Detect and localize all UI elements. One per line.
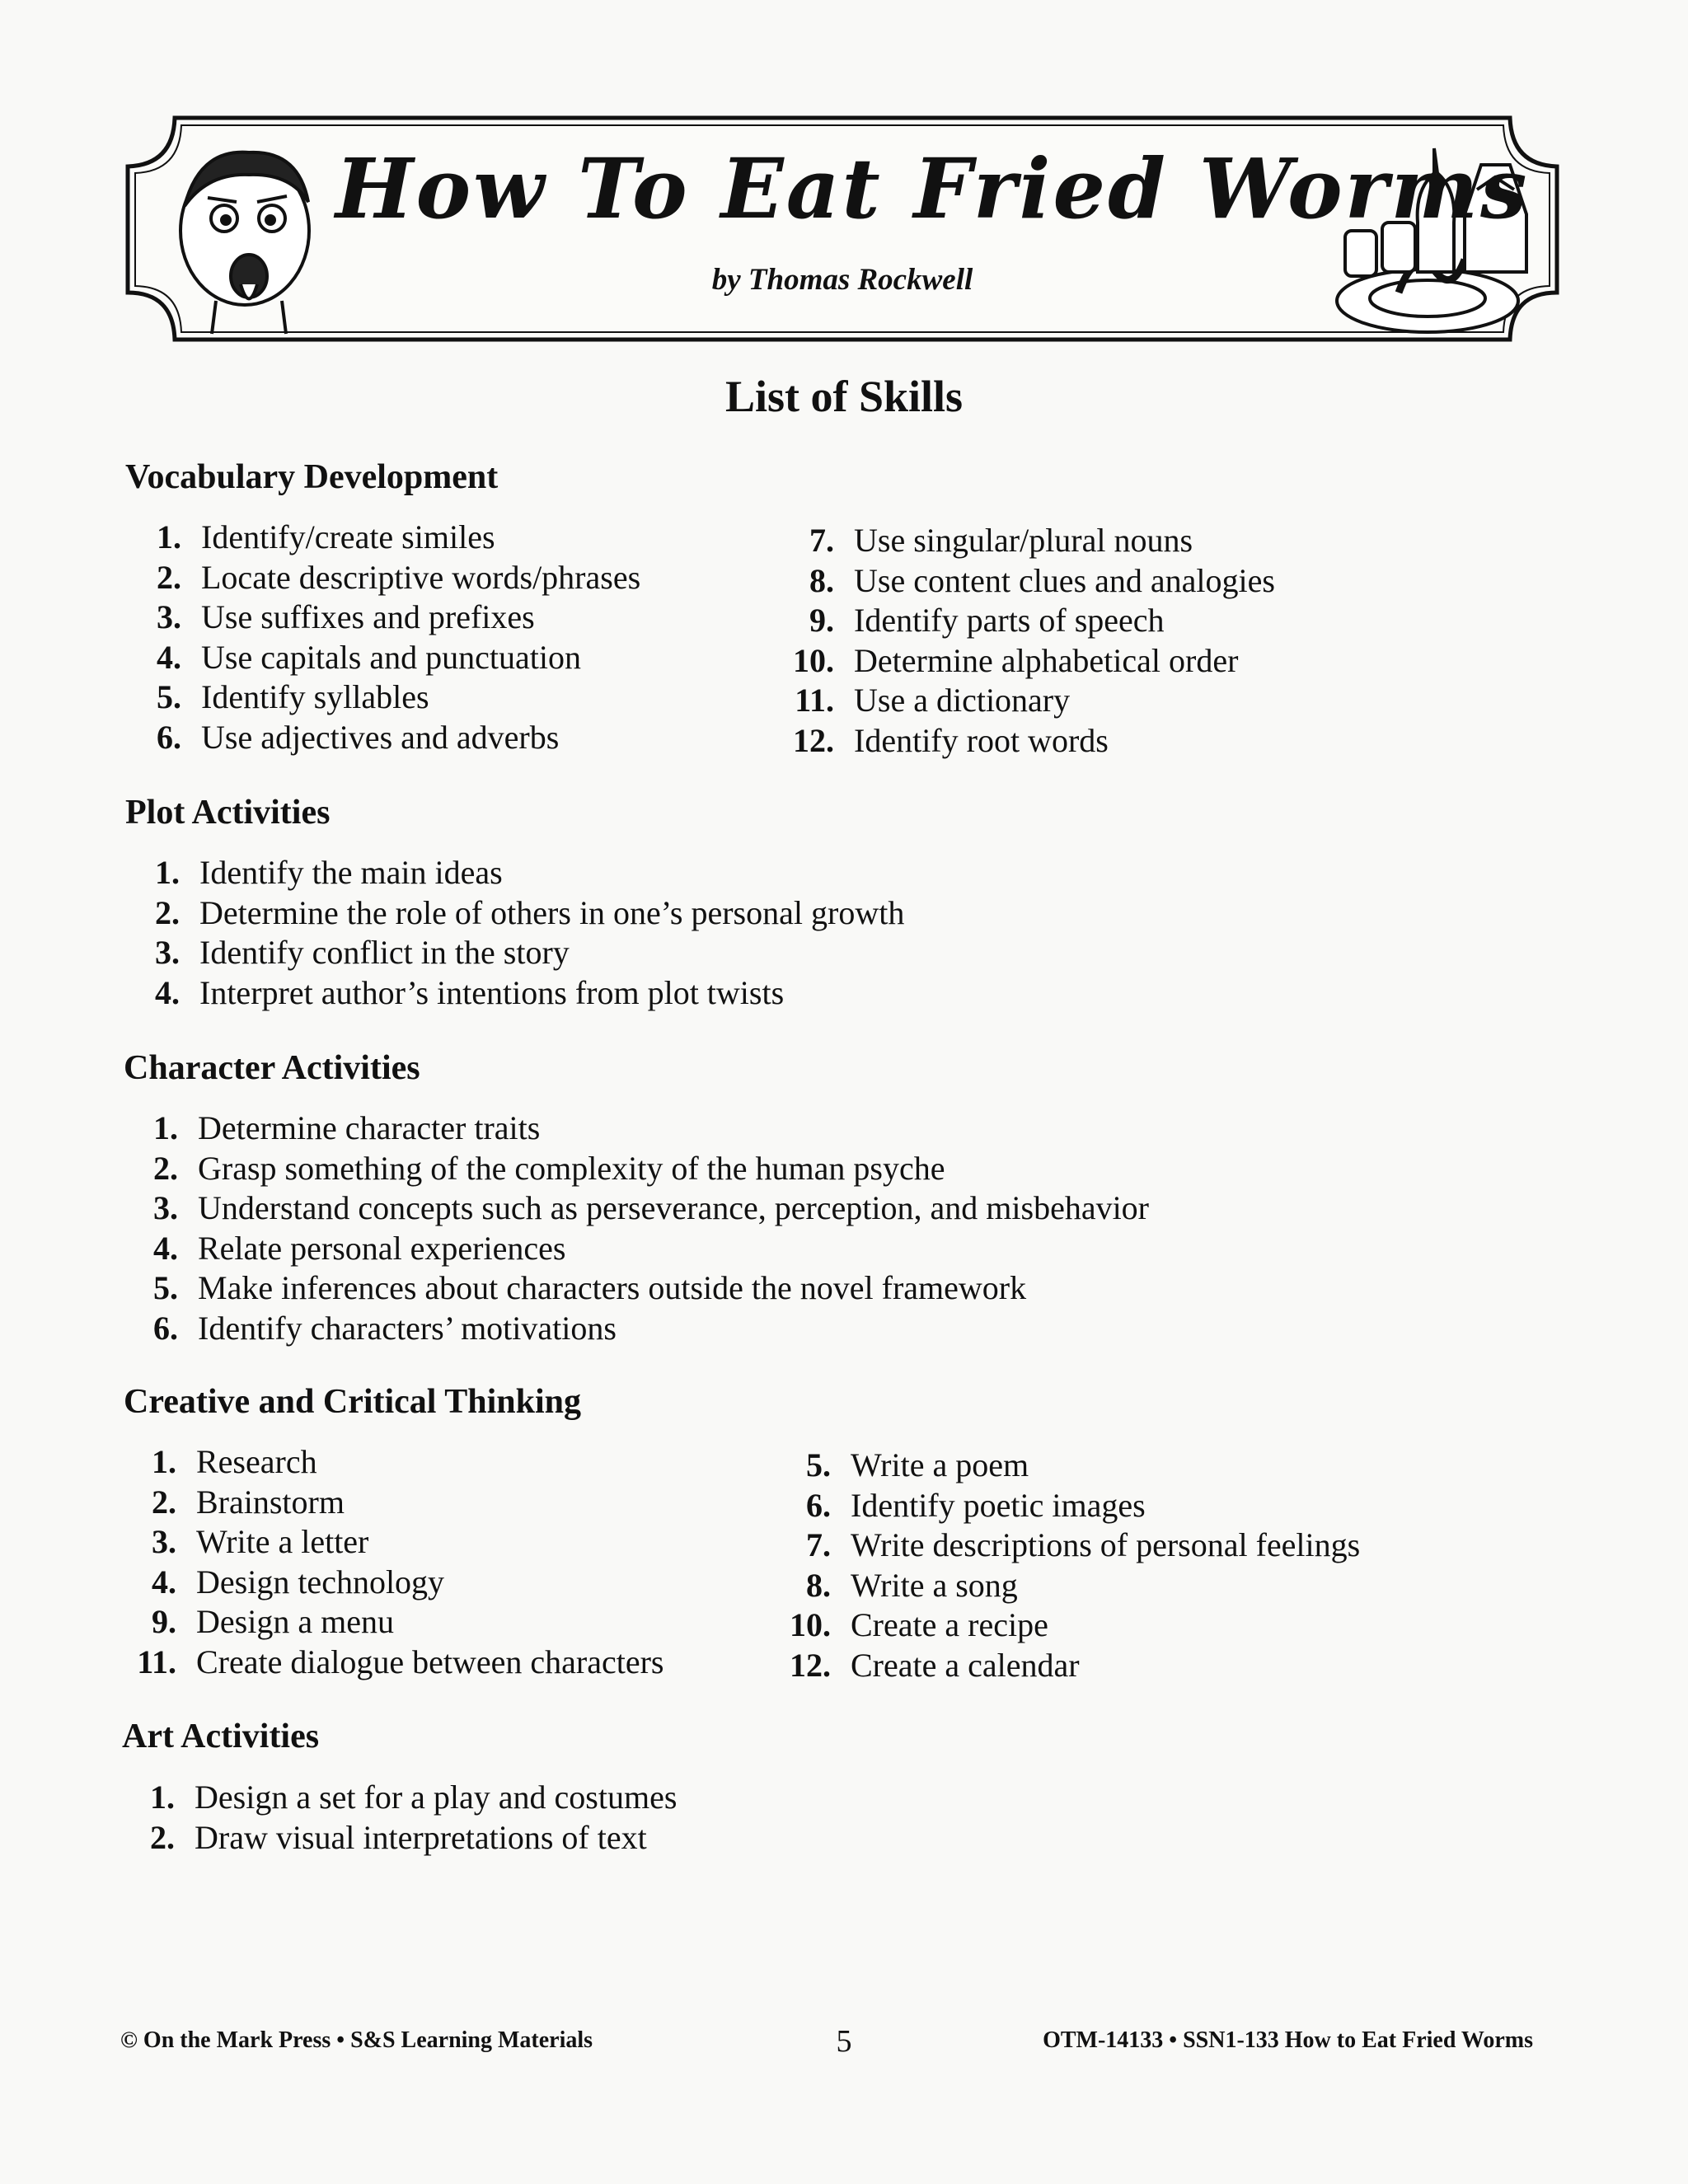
book-title: How To Eat Fried Worms [335,140,1530,237]
item-text: Use capitals and punctuation [201,638,581,676]
item-text: Draw visual interpretations of text [195,1818,647,1856]
footer-copyright: © On the Mark Press • S&S Learning Materials [120,2027,593,2053]
character-list [122,1108,1149,1348]
book-author: by Thomas Rockwell [711,263,973,297]
creative-list-left [120,1442,663,1682]
item-text: Identify poetic images [851,1486,1146,1524]
list-item [125,598,640,638]
item-text: Create a calendar [851,1646,1080,1684]
item-number: 12. [790,1646,831,1684]
item-text: Write descriptions of personal feelings [851,1526,1361,1563]
list-item [120,1442,663,1483]
item-number: 2. [153,1149,178,1187]
item-number: 4. [157,638,181,676]
list-item [120,1522,663,1563]
item-number: 8. [806,1566,831,1604]
list-item [775,1526,1360,1566]
list-item [122,1108,1149,1149]
vocabulary-list-right [778,521,1275,761]
list-item [125,518,640,558]
item-text: Identify the main ideas [199,854,503,891]
item-number: 5. [157,678,181,715]
footer-product-code: OTM-14133 • SSN1-133 How to Eat Fried Worms [1043,2027,1533,2053]
list-item [775,1646,1360,1686]
item-text: Design a set for a play and costumes [195,1779,678,1816]
section-heading-character: Character Activities [124,1049,420,1087]
list-item [778,601,1275,641]
item-text: Identify syllables [201,678,429,715]
item-number: 5. [153,1269,178,1306]
plot-list [124,853,904,1013]
list-item [778,721,1275,762]
item-number: 3. [153,1189,178,1226]
list-item [125,558,640,598]
list-item [775,1566,1360,1606]
list-item [778,521,1275,561]
item-number: 8. [809,561,834,599]
section-heading-creative: Creative and Critical Thinking [124,1383,582,1421]
item-number: 10. [793,641,834,679]
item-text: Understand concepts such as perseverance, perception, and misbehavior [198,1189,1150,1226]
page-number: 5 [836,2024,852,2059]
item-text: Use singular/plural nouns [854,522,1193,559]
item-text: Determine the role of others in one’s personal growth [199,893,905,931]
item-number: 3. [152,1523,176,1560]
item-number: 1. [152,1443,176,1480]
item-text: Write a song [851,1566,1018,1604]
item-text: Identify parts of speech [854,602,1165,639]
list-item [124,973,904,1014]
item-number: 2. [157,558,181,596]
list-item [125,638,640,678]
item-number: 6. [153,1309,178,1347]
list-item [122,1229,1149,1269]
item-text: Determine alphabetical order [854,641,1239,679]
item-text: Locate descriptive words/phrases [201,558,641,596]
item-number: 1. [153,1109,178,1146]
item-number: 11. [795,682,834,719]
vocabulary-list-left [125,518,640,757]
item-number: 2. [150,1818,175,1856]
list-item [122,1149,1149,1189]
item-number: 1. [157,518,181,555]
item-number: 4. [152,1563,176,1601]
item-number: 3. [155,934,180,971]
item-number: 1. [155,854,180,891]
creative-list-right [775,1446,1360,1685]
item-text: Use a dictionary [854,682,1071,719]
item-number: 9. [152,1603,176,1640]
list-item [122,1309,1149,1349]
item-text: Identify conflict in the story [199,934,570,971]
item-number: 7. [806,1526,831,1563]
list-item [778,561,1275,602]
item-text: Identify root words [854,721,1109,759]
item-text: Write a letter [196,1523,369,1560]
item-number: 10. [790,1606,831,1643]
list-item [119,1818,677,1858]
item-number: 4. [153,1229,178,1267]
item-text: Determine character traits [198,1109,541,1146]
item-text: Identify/create similes [201,518,495,555]
list-item [125,677,640,718]
list-item [120,1563,663,1603]
item-number: 2. [152,1483,176,1521]
list-item [124,933,904,973]
list-item [120,1483,663,1523]
item-text: Create dialogue between characters [196,1643,664,1680]
list-item [124,853,904,893]
section-heading-art: Art Activities [122,1718,320,1755]
item-text: Design a menu [196,1603,394,1640]
item-text: Research [196,1443,317,1480]
item-text: Grasp something of the complexity of the human psyche [198,1149,945,1187]
item-number: 11. [137,1643,176,1680]
title-banner [125,115,1559,342]
item-text: Brainstorm [196,1483,345,1521]
item-number: 12. [793,721,834,759]
item-text: Design technology [196,1563,445,1601]
list-item [778,681,1275,721]
item-text: Use content clues and analogies [854,561,1275,599]
item-text: Make inferences about characters outside the novel framework [198,1269,1027,1306]
section-heading-vocabulary: Vocabulary Development [125,458,499,496]
list-item [122,1268,1149,1309]
list-item [125,718,640,758]
list-item [775,1486,1360,1526]
item-text: Use suffixes and prefixes [201,598,535,635]
item-number: 4. [155,973,180,1011]
item-text: Interpret author’s intentions from plot twists [199,973,785,1011]
item-number: 2. [155,893,180,931]
list-item [119,1778,677,1818]
section-heading-plot: Plot Activities [125,794,331,832]
item-number: 1. [150,1779,175,1816]
item-number: 9. [809,602,834,639]
item-number: 5. [806,1446,831,1483]
item-number: 7. [809,522,834,559]
item-number: 3. [157,598,181,635]
list-item [124,893,904,934]
item-number: 6. [806,1486,831,1524]
page-heading: List of Skills [724,372,964,421]
item-text: Create a recipe [851,1606,1048,1643]
list-item [120,1643,663,1683]
item-text: Relate personal experiences [198,1229,566,1267]
item-number: 6. [157,718,181,756]
item-text: Identify characters’ motivations [198,1309,617,1347]
item-text: Use adjectives and adverbs [201,718,560,756]
list-item [775,1446,1360,1486]
item-text: Write a poem [851,1446,1029,1483]
list-item [122,1188,1149,1229]
list-item [120,1602,663,1643]
art-list [119,1778,677,1858]
list-item [778,641,1275,682]
list-item [775,1605,1360,1646]
